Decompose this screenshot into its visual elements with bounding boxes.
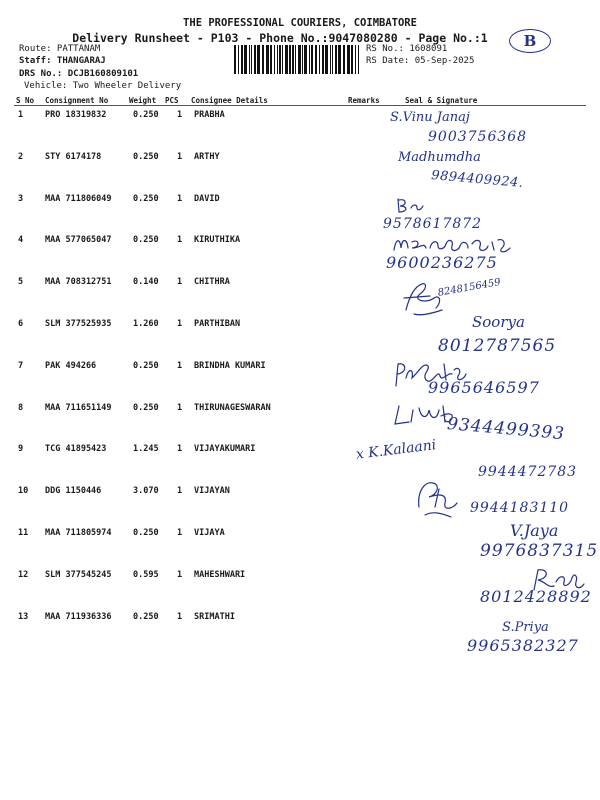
barcode-bar: [274, 45, 275, 74]
runsheet-title: Delivery Runsheet - P103 - Phone No.:9047080280 - Page No.:1: [72, 31, 488, 45]
barcode-bar: [254, 45, 256, 74]
row-weight: 0.250: [133, 611, 159, 622]
phone-8: 9344499393: [446, 414, 566, 445]
barcode-bar: [319, 45, 320, 74]
phone-7: 9965646597: [428, 378, 540, 397]
barcode-bar: [335, 45, 337, 74]
row-weight: 0.250: [133, 151, 159, 162]
row-pcs: 1: [177, 319, 183, 329]
staff-label: Staff: THANGARAJ: [19, 56, 106, 66]
barcode-bar: [285, 45, 288, 74]
barcode-bar: [343, 45, 345, 74]
row-pcs: 1: [177, 277, 183, 288]
company-title: THE PROFESSIONAL COURIERS, COIMBATORE: [183, 17, 417, 29]
barcode-bar: [241, 45, 243, 74]
row-weight: 0.595: [133, 569, 159, 580]
row-consignee: VIJAYAN: [194, 486, 230, 497]
row-sno: 10: [18, 486, 29, 497]
row-consignment: MAA 711936336: [45, 611, 112, 622]
row-weight: 0.140: [133, 277, 159, 288]
row-consignee: BRINDHA KUMARI: [194, 360, 266, 371]
stamp-circle: [509, 29, 551, 53]
row-sno: 6: [18, 319, 24, 329]
barcode-bar: [277, 45, 278, 74]
row-consignment: DDG 1150446: [45, 486, 102, 497]
barcode-bar: [315, 45, 317, 74]
row-weight: 0.250: [133, 528, 159, 538]
barcode-bar: [302, 45, 303, 74]
barcode-bar: [322, 45, 324, 74]
phone-3: 9578617872: [383, 216, 483, 232]
signature-6: Soorya: [472, 313, 525, 331]
col-sno: S No: [16, 96, 35, 105]
row-weight: 0.250: [133, 110, 159, 120]
signature-3-scribble: [395, 196, 425, 218]
row-sno: 7: [18, 360, 24, 371]
rs-number: RS No.: 1608091: [366, 44, 448, 54]
signature-10-scribble: [411, 477, 461, 521]
row-weight: 1.260: [133, 319, 159, 329]
row-pcs: 1: [177, 360, 183, 371]
row-pcs: 1: [177, 569, 183, 580]
row-pcs: 1: [177, 611, 183, 622]
row-weight: 0.250: [133, 193, 159, 204]
signature-1: S.Vinu Janaj: [390, 110, 470, 125]
row-consignment: MAA 711651149: [45, 402, 112, 413]
row-consignee: PARTHIBAN: [194, 319, 241, 329]
rs-date: RS Date: 05-Sep-2025: [366, 56, 475, 66]
phone-10: 9944183110: [470, 500, 570, 516]
header-divider: [14, 105, 586, 106]
row-consignment: STY 6174178: [45, 151, 102, 162]
barcode: [234, 45, 361, 74]
row-sno: 4: [18, 235, 24, 246]
row-consignment: SLM 377525935: [45, 319, 112, 329]
row-consignment: TCG 41895423: [45, 444, 107, 455]
barcode-bar: [358, 45, 359, 74]
barcode-bar: [309, 45, 310, 74]
col-pcs: PCS: [165, 96, 179, 105]
barcode-bar: [234, 45, 236, 74]
signature-5-scribble: [400, 280, 445, 320]
barcode-bar: [295, 45, 296, 74]
barcode-bar: [330, 45, 331, 74]
row-weight: 0.250: [133, 360, 159, 371]
row-pcs: 1: [177, 110, 183, 120]
vehicle-label: Vehicle: Two Wheeler Delivery: [24, 81, 182, 91]
row-sno: 11: [18, 528, 29, 538]
row-consignee: DAVID: [194, 193, 220, 204]
barcode-bar: [279, 45, 281, 74]
barcode-bar: [338, 45, 341, 74]
row-consignment: PAK 494266: [45, 360, 97, 371]
signature-9: x K.Kalaani: [355, 437, 438, 463]
row-pcs: 1: [177, 151, 183, 162]
barcode-bar: [251, 45, 252, 74]
phone-6: 8012787565: [438, 336, 557, 356]
barcode-bar: [289, 45, 291, 74]
row-consignee: KIRUTHIKA: [194, 235, 241, 246]
phone-12: 8012428892: [480, 587, 592, 606]
barcode-bar: [332, 45, 333, 74]
barcode-bar: [238, 45, 239, 74]
col-consignment: Consignment No: [45, 96, 109, 105]
row-pcs: 1: [177, 402, 183, 413]
phone-13: 9965382327: [467, 636, 579, 655]
row-pcs: 1: [177, 235, 183, 246]
row-weight: 0.250: [133, 235, 159, 246]
row-consignee: SRIMATHI: [194, 611, 235, 622]
row-pcs: 1: [177, 486, 183, 497]
signature-11: V.Jaya: [510, 521, 559, 540]
col-consignee: Consignee Details: [191, 96, 268, 105]
row-consignee: MAHESHWARI: [194, 569, 246, 580]
phone-4: 9600236275: [386, 253, 498, 272]
barcode-bar: [325, 45, 328, 74]
col-seal-signature: Seal & Signature: [405, 96, 478, 105]
row-consignment: MAA 711805974: [45, 528, 112, 538]
barcode-bar: [347, 45, 350, 74]
row-sno: 12: [18, 569, 29, 580]
barcode-bar: [244, 45, 247, 74]
stamp-letter: B: [523, 32, 537, 50]
barcode-bar: [270, 45, 272, 74]
row-sno: 2: [18, 151, 24, 162]
barcode-bar: [249, 45, 250, 74]
row-consignee: VIJAYA: [194, 528, 225, 538]
row-consignee: VIJAYAKUMARI: [194, 444, 256, 455]
barcode-bar: [266, 45, 269, 74]
drs-number: DRS No.: DCJB160809101: [19, 69, 139, 79]
row-consignment: MAA 711806049: [45, 193, 112, 204]
row-sno: 13: [18, 611, 29, 622]
barcode-bar: [257, 45, 260, 74]
route-label: Route: PATTANAM: [19, 44, 101, 54]
barcode-bar: [262, 45, 264, 74]
barcode-bar: [311, 45, 313, 74]
row-sno: 3: [18, 193, 24, 204]
barcode-bar: [351, 45, 353, 74]
row-weight: 1.245: [133, 444, 159, 455]
col-remarks: Remarks: [348, 96, 380, 105]
row-consignee: CHITHRA: [194, 277, 230, 288]
row-consignment: MAA 708312751: [45, 277, 112, 288]
phone-2: 9894409924.: [430, 168, 524, 191]
row-consignment: PRO 18319832: [45, 110, 107, 120]
row-consignee: PRABHA: [194, 110, 225, 120]
barcode-bar: [298, 45, 301, 74]
phone-5: 8248156459: [437, 276, 502, 299]
row-consignment: SLM 377545245: [45, 569, 112, 580]
barcode-bar: [355, 45, 356, 74]
col-weight: Weight: [129, 96, 157, 105]
row-consignment: MAA 577065047: [45, 235, 112, 246]
row-consignee: ARTHY: [194, 151, 220, 162]
row-weight: 3.070: [133, 486, 159, 497]
barcode-bar: [304, 45, 307, 74]
row-sno: 9: [18, 444, 24, 455]
phone-9: 9944472783: [478, 464, 578, 480]
row-sno: 5: [18, 277, 24, 288]
row-weight: 0.250: [133, 402, 159, 413]
phone-11: 9976837315: [480, 541, 599, 561]
row-pcs: 1: [177, 444, 183, 455]
row-sno: 1: [18, 110, 24, 120]
row-pcs: 1: [177, 528, 183, 538]
phone-1: 9003756368: [428, 129, 528, 145]
barcode-bar: [292, 45, 294, 74]
row-consignee: THIRUNAGESWARAN: [194, 402, 271, 413]
row-pcs: 1: [177, 193, 183, 204]
barcode-bar: [282, 45, 283, 74]
signature-2: Madhumdha: [398, 150, 481, 165]
signature-13: S.Priya: [502, 620, 549, 635]
row-sno: 8: [18, 402, 24, 413]
